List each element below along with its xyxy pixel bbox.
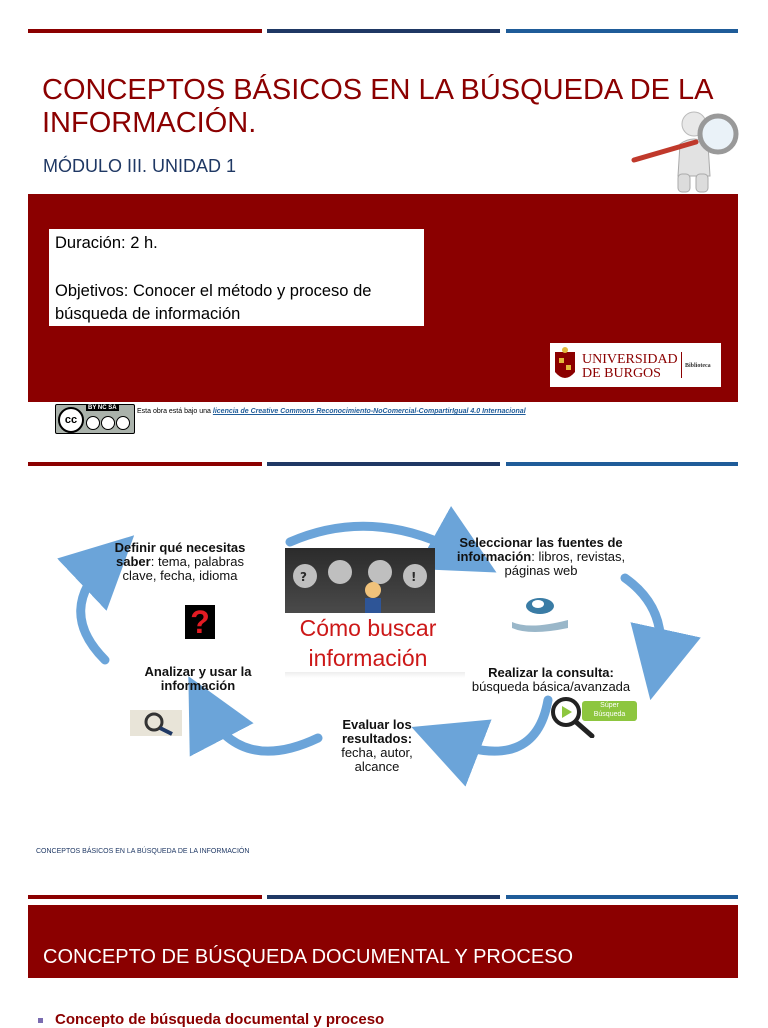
slide-subtitle: MÓDULO III. UNIDAD 1 (43, 156, 237, 176)
step-select: Seleccionar las fuentes de información: libros, revistas, páginas web (456, 535, 626, 578)
logo-line2: DE BURGOS (582, 366, 661, 381)
by-icon (86, 416, 100, 430)
license-text: Esta obra está bajo una (137, 408, 213, 415)
thinking-heads-icon (285, 548, 435, 613)
step-define: Definir qué necesitas saber: tema, palabras clave, fecha, idioma (114, 540, 246, 583)
logo-divider (681, 352, 682, 378)
license-tags: BY NC SA (88, 405, 117, 411)
objectives-text: Objetivos: Conocer el método y proceso de búsqueda de información (55, 282, 372, 323)
slide2-stripe-navy (267, 462, 500, 466)
center-title-line1: Cómo buscar (299, 615, 437, 641)
slide2-footer: CONCEPTOS BÁSICOS EN LA BÚSQUEDA DE LA INFORMACIÓN (36, 848, 250, 855)
slide2-stripe-blue (506, 462, 738, 466)
slide2-stripe-red (28, 462, 262, 466)
nc-icon (101, 416, 115, 430)
step-analyze: Analizar y usar la información (144, 664, 252, 693)
top-stripe-red (28, 29, 262, 33)
center-title-line2: información (308, 645, 428, 671)
logo-side: Biblioteca (685, 363, 711, 369)
slide3-title: CONCEPTO DE BÚSQUEDA DOCUMENTAL Y PROCESO (43, 946, 574, 968)
step-consult: Realizar la consulta: búsqueda básica/avanzada (471, 665, 631, 694)
slide3-bullet: Concepto de búsqueda documental y proceso (55, 1011, 385, 1028)
top-stripe-blue (506, 29, 738, 33)
svg-text:?: ? (300, 570, 307, 584)
university-logo (550, 343, 721, 387)
hand-cloud-icon (510, 592, 570, 632)
bullet-marker (38, 1018, 43, 1023)
logo-line1: UNIVERSIDAD (582, 352, 678, 367)
creative-commons-icon[interactable]: cc BY NC SA (55, 404, 135, 434)
svg-text:!: ! (411, 570, 417, 584)
slide3-stripe-navy (267, 895, 500, 899)
license-notice (137, 408, 526, 415)
sa-icon (116, 416, 130, 430)
top-stripe-navy (267, 29, 500, 33)
center-title (268, 613, 468, 673)
magnifier-figure-icon (630, 104, 742, 196)
duration-text: Duración: 2 h. (55, 234, 158, 252)
slide-title: CONCEPTOS BÁSICOS EN LA BÚSQUEDA DE LA INFORMACIÓN. (42, 74, 712, 139)
super-search-badge: Súper Búsqueda (582, 701, 637, 721)
step-evaluate: Evaluar los resultados: fecha, autor, alcance (341, 717, 413, 774)
question-mark-icon: ? (185, 605, 215, 639)
reflection (285, 672, 465, 678)
heads-image (285, 548, 435, 613)
slide3-stripe-red (28, 895, 262, 899)
analyze-magnifier-icon (130, 708, 182, 738)
crest-icon (553, 346, 577, 384)
slide3-stripe-blue (506, 895, 738, 899)
license-link[interactable]: licencia de Creative Commons Reconocimiento-NoComercial-CompartirIgual 4.0 Internacional (212, 408, 526, 415)
